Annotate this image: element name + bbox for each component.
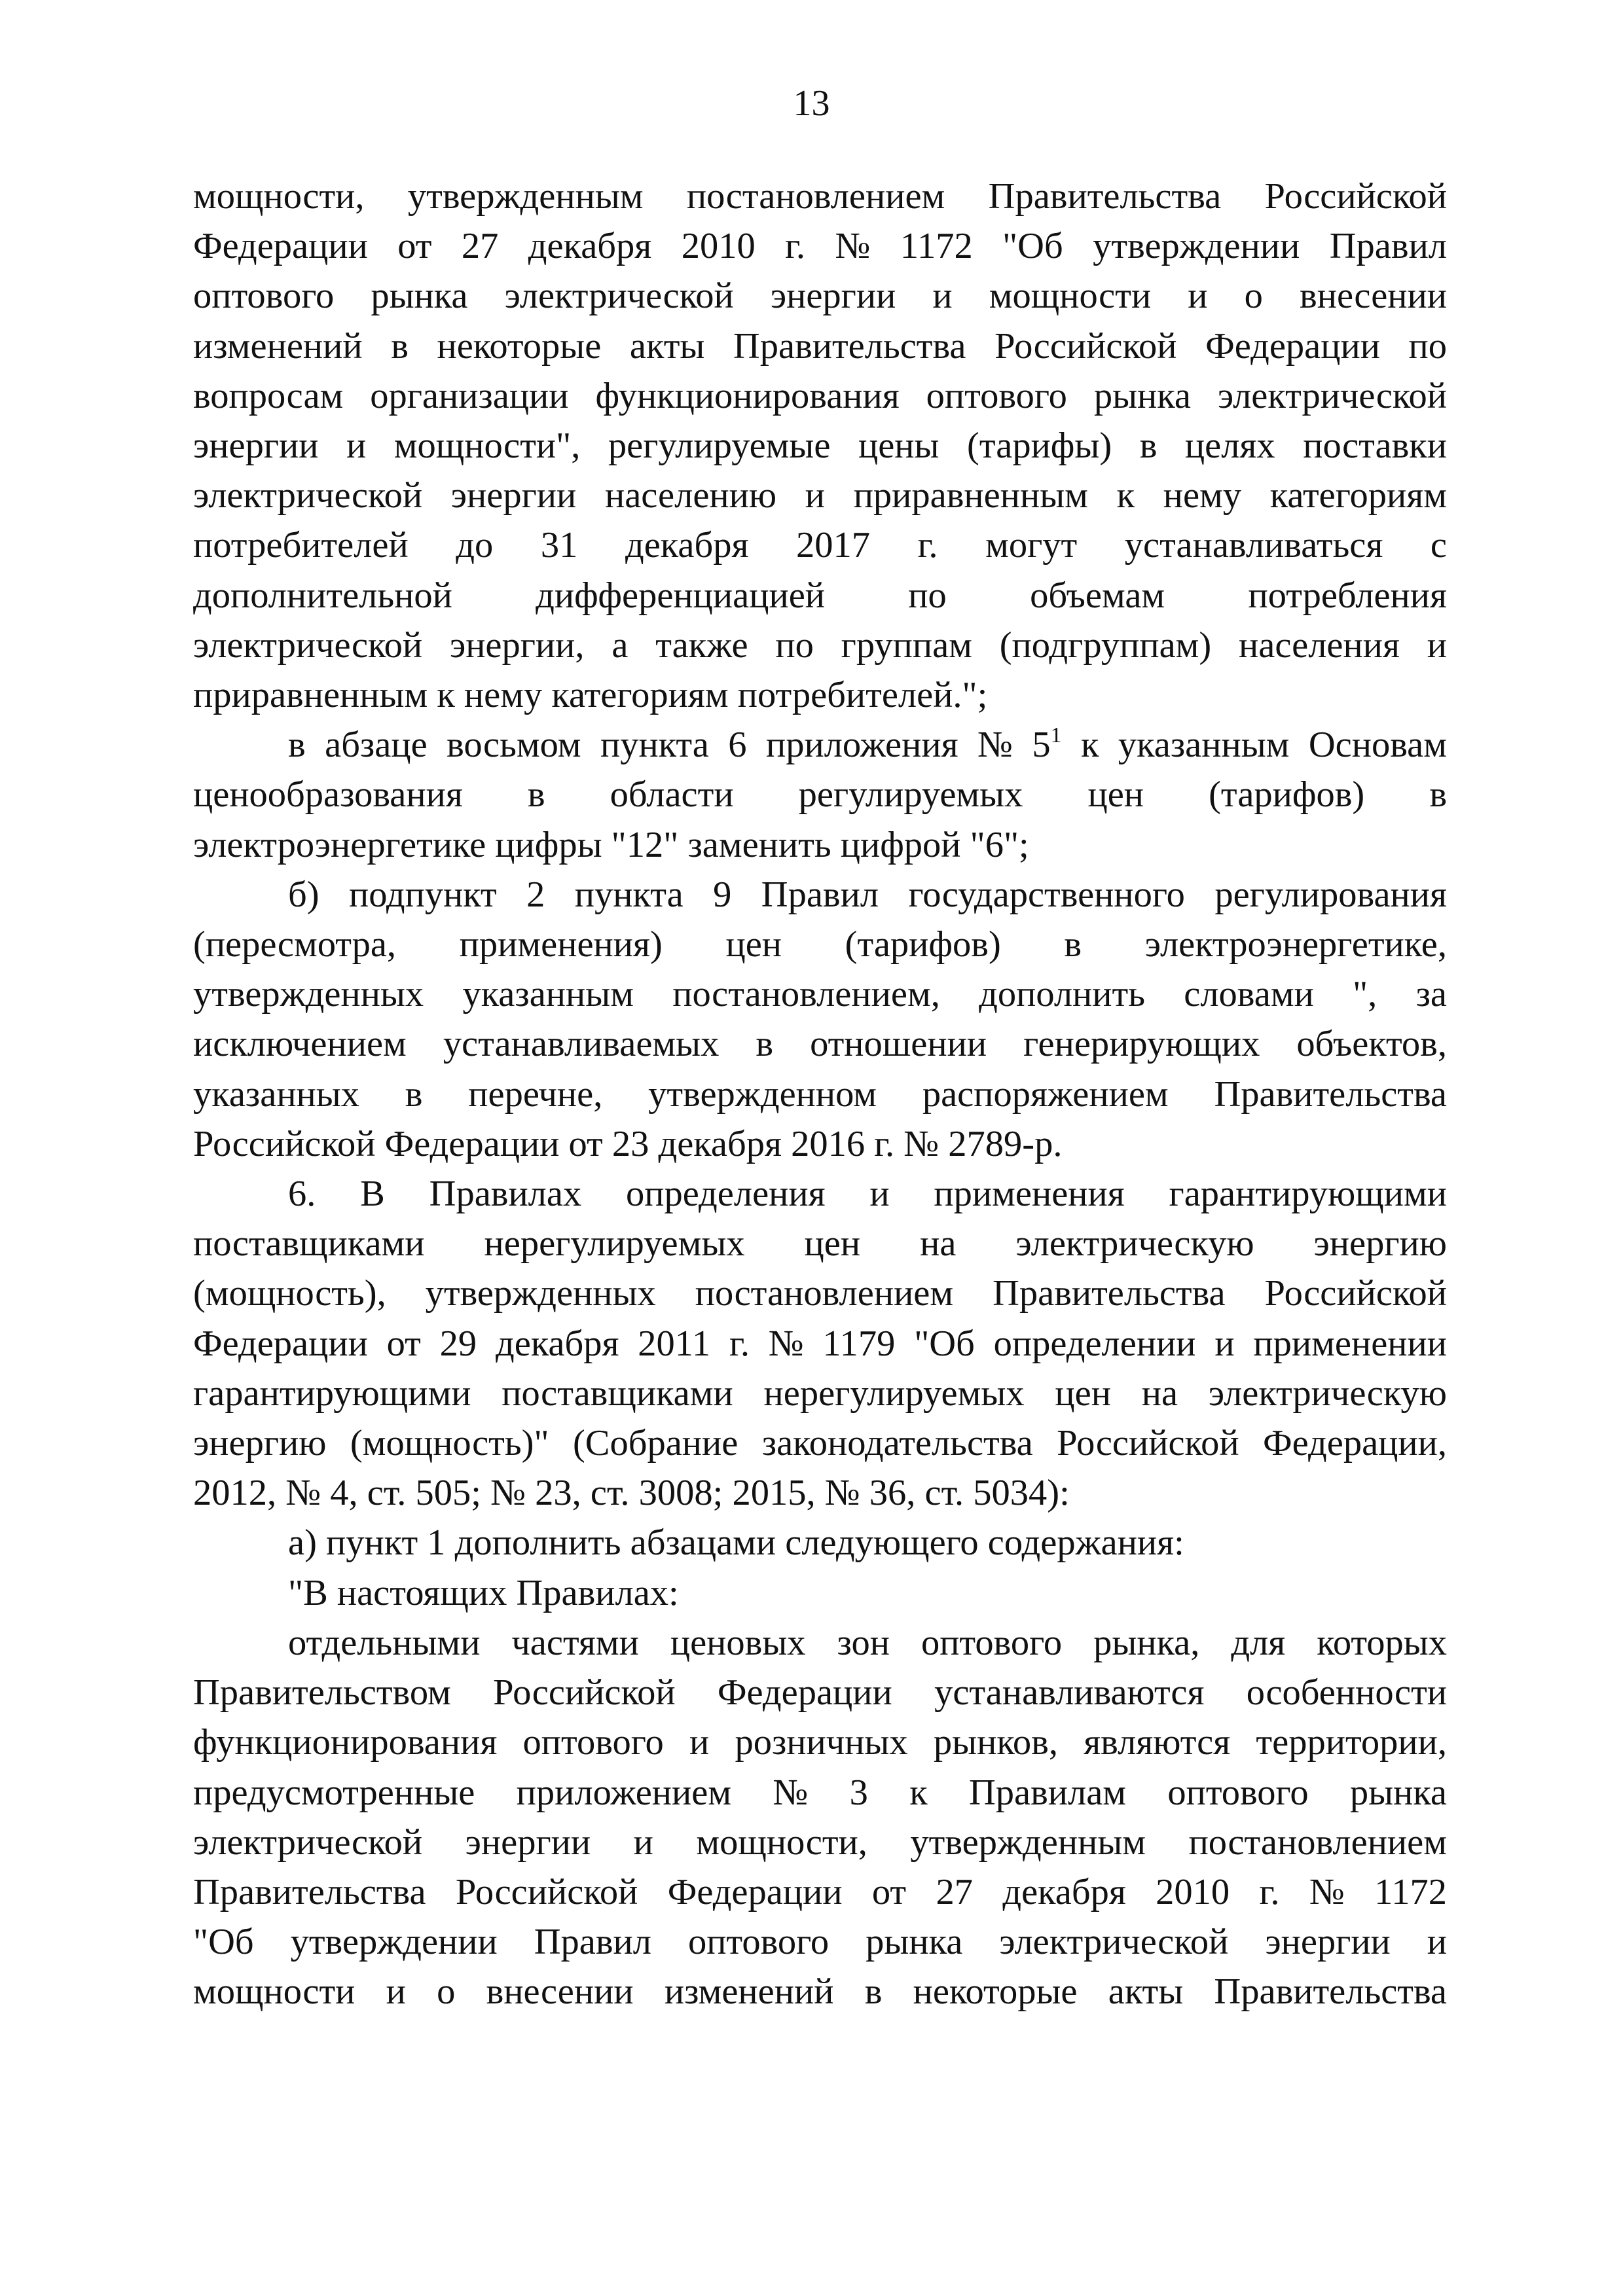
paragraph [193,1618,1447,2017]
text-line: указанных в перечне, утвержденном распоряжением Правительства [193,1073,1447,1115]
text-fragment: к указанным Основам [1061,725,1447,766]
text-line: (мощность), утвержденных постановлением Правительства Российской [193,1273,1447,1314]
text-line: Федерации от 27 декабря 2010 г. № 1172 "Об утверждении Правил [193,226,1447,267]
text-line: энергию (мощность)" (Собрание законодательства Российской Федерации, [193,1423,1447,1464]
text-line: гарантирующими поставщиками нерегулируемых цен на электрическую [193,1372,1447,1414]
paragraph [193,1568,1447,1618]
text-line: отдельными частями ценовых зон оптового рынка, для которых [288,1622,1447,1663]
text-line: оптового рынка электрической энергии и мощности и о внесении [193,276,1447,317]
paragraph [193,1518,1447,1568]
text-line: электрической энергии, а также по группам (подгруппам) населения и [193,624,1447,666]
text-line: "В настоящих Правилах: [288,1572,679,1613]
text-line: Российской Федерации от 23 декабря 2016 г. № 2789-р. [193,1123,1063,1164]
paragraph [193,720,1447,870]
text-line: исключением устанавливаемых в отношении генерирующих объектов, [193,1024,1447,1065]
text-line: электрической энергии и мощности, утвержденным постановлением [193,1821,1447,1863]
text-fragment: в абзаце восьмом пункта 6 приложения № 5 [288,725,1051,766]
text-line [193,720,1447,770]
text-line: (пересмотра, применения) цен (тарифов) в электроэнергетике, [193,924,1447,965]
text-line: поставщиками нерегулируемых цен на электрическую энергию [193,1223,1447,1265]
paragraph [193,870,1447,1169]
text-line: б) подпункт 2 пункта 9 Правил государственного регулирования [288,874,1447,915]
text-line: Федерации от 29 декабря 2011 г. № 1179 "Об определении и применении [193,1323,1447,1364]
text-line: утвержденных указанным постановлением, дополнить словами ", за [193,974,1447,1015]
text-line: 6. В Правилах определения и применения гарантирующими [288,1174,1447,1215]
text-line: энергии и мощности", регулируемые цены (тарифы) в целях поставки [193,425,1447,467]
text-line: вопросам организации функционирования оптового рынка электрической [193,375,1447,416]
text-line: электроэнергетике цифры "12" заменить цифрой "6"; [193,824,1029,865]
text-line: Правительством Российской Федерации устанавливаются особенности [193,1672,1447,1713]
text-line: приравненным к нему категориям потребителей."; [193,675,988,716]
text-line: дополнительной дифференциацией по объемам потребления [193,575,1447,616]
text-line: функционирования оптового и розничных рынков, являются территории, [193,1722,1447,1763]
text-line: потребителей до 31 декабря 2017 г. могут устанавливаться с [193,525,1447,566]
text-line: Правительства Российской Федерации от 27 декабря 2010 г. № 1172 [193,1871,1447,1912]
paragraph [193,1169,1447,1518]
text-line: а) пункт 1 дополнить абзацами следующего содержания: [288,1522,1184,1564]
text-line: 2012, № 4, ст. 505; № 23, ст. 3008; 2015, № 36, ст. 5034): [193,1473,1070,1514]
text-line: ценообразования в области регулируемых цен (тарифов) в [193,774,1447,816]
page-number: 13 [793,83,830,124]
superscript: 1 [1050,723,1062,748]
text-line: электрической энергии населению и приравненным к нему категориям [193,475,1447,516]
text-line: предусмотренные приложением № 3 к Правилам оптового рынка [193,1772,1447,1813]
text-line: мощности, утвержденным постановлением Правительства Российской [193,176,1447,217]
text-line: изменений в некоторые акты Правительства Российской Федерации по [193,325,1447,367]
text-line: "Об утверждении Правил оптового рынка электрической энергии и [193,1922,1447,1963]
document-body [193,171,1447,2017]
text-line: мощности и о внесении изменений в некоторые акты Правительства [193,1971,1447,2013]
paragraph [193,171,1447,720]
